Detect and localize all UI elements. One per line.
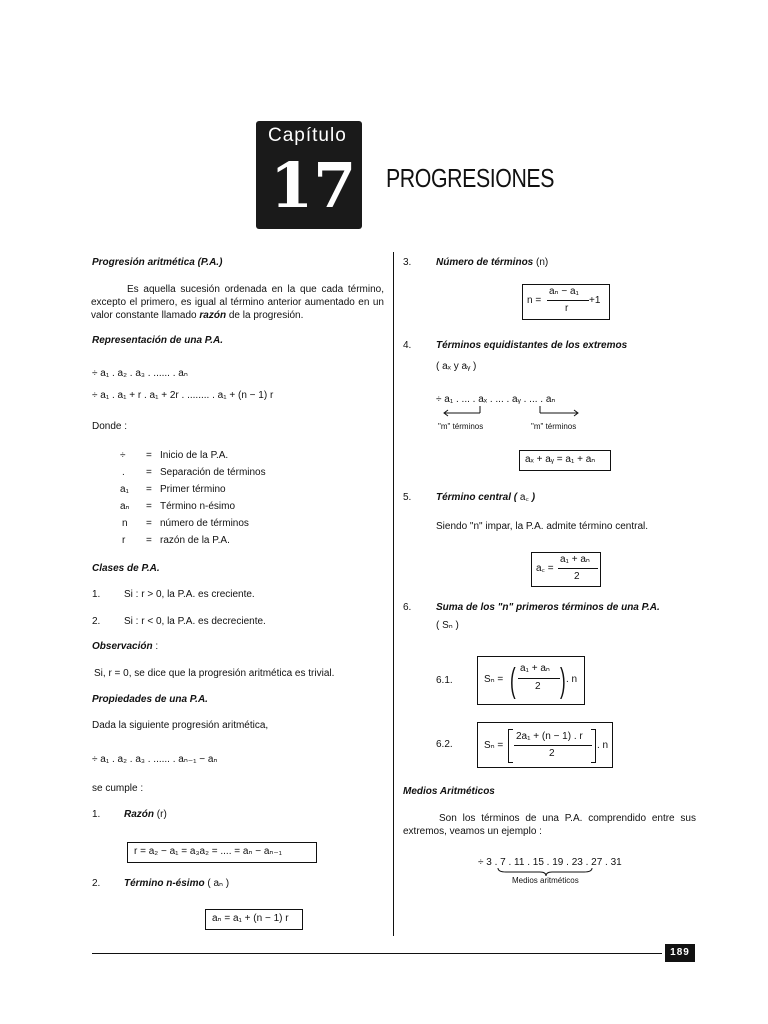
prop-5-symbol: a꜀ [519, 492, 529, 503]
prop-5-close: ) [531, 492, 536, 503]
left-bracket-icon [508, 729, 513, 763]
sum-6-2-denominator: 2 [549, 748, 555, 759]
sum-6-2-formula-box [477, 722, 613, 768]
legend-desc: razón de la P.A. [160, 535, 230, 546]
legend-desc: Inicio de la P.A. [160, 450, 229, 461]
central-term-numerator: a₁ + aₙ [560, 554, 590, 565]
donde-label: Donde : [92, 421, 128, 432]
chapter-word: Capítulo [268, 125, 347, 146]
legend-symbol: . [122, 467, 125, 478]
prop-3-number: 3. [403, 257, 412, 268]
fraction-bar [514, 745, 592, 746]
legend-equals: = [146, 535, 152, 546]
legend-desc: Separación de términos [160, 467, 266, 478]
sum-6-2-lhs: Sₙ = [484, 740, 504, 751]
legend-equals: = [146, 518, 152, 529]
central-term-denominator: 2 [574, 571, 580, 582]
sum-6-1-number: 6.1. [436, 675, 453, 686]
sum-6-2-numerator: 2a₁ + (n − 1) . r [516, 731, 583, 742]
observacion-text: Si, r = 0, se dice que la progresión aritmética es trivial. [94, 668, 335, 679]
prop-3-symbol: (n) [536, 257, 549, 268]
prop-1-number: 1. [92, 809, 101, 820]
right-paren-icon: ) [560, 662, 566, 700]
equidistant-formula-box [519, 450, 611, 471]
legend-symbol: ÷ [120, 450, 126, 461]
heading-medios: Medios Aritméticos [403, 786, 495, 797]
legend-symbol: a₁ [120, 484, 129, 495]
sum-6-2-rhs: . n [597, 740, 609, 751]
prop-3-title [436, 257, 548, 269]
definition-text: Es aquella sucesión ordenada en la que cada término, excepto el primero, es igual al término anterior aumentado en un valor constante llamado [91, 284, 384, 321]
footer-rule [92, 953, 662, 954]
razon-formula: r = a₂ − a₁ = a₃a₂ = .... = aₙ − aₙ₋₁ [134, 846, 283, 857]
nesimo-formula: aₙ = a₁ + (n − 1) r [212, 913, 289, 924]
observacion-colon: : [155, 641, 159, 652]
heading-observacion: Observación [92, 641, 153, 652]
representation-seq-1: ÷ a₁ . a₂ . a₃ . ...... . aₙ [92, 368, 188, 379]
left-paren-icon: ( [510, 662, 516, 700]
num-terminos-lhs: n = [527, 295, 542, 306]
prop-5-number: 5. [403, 492, 412, 503]
sum-6-2-number: 6.2. [436, 739, 453, 750]
prop-2-label: Término n-ésimo [124, 878, 205, 889]
razon-formula-box [127, 842, 317, 863]
medios-label: Medios aritméticos [512, 876, 579, 885]
column-divider [393, 252, 394, 936]
se-cumple-label: se cumple : [92, 783, 144, 794]
legend-symbol: n [122, 518, 128, 529]
legend-desc: Primer término [160, 484, 226, 495]
prop-6-label: Suma de los "n" primeros términos de una P.A. [436, 602, 660, 613]
prop-1-label: Razón [124, 809, 154, 820]
medios-text: Son los términos de una P.A. comprendido entre sus extremos, veamos un ejemplo : [403, 813, 696, 837]
clase-1-number: 1. [92, 589, 101, 600]
equidistant-sequence: ÷ a₁ . ... . aₓ . ... . aᵧ . ... . aₙ [436, 394, 556, 405]
fraction-bar [547, 300, 589, 301]
clase-2-number: 2. [92, 616, 101, 627]
legend-desc: número de términos [160, 518, 249, 529]
medios-sequence: ÷ 3 . 7 . 11 . 15 . 19 . 23 . 27 . 31 [478, 857, 622, 868]
prop-4-symbols: ( aₓ y aᵧ ) [436, 361, 477, 372]
prop-3-label: Número de términos [436, 257, 534, 268]
clase-2-text: Si : r < 0, la P.A. es decreciente. [124, 616, 266, 627]
sum-6-1-numerator: a₁ + aₙ [520, 663, 550, 674]
definition-paragraph [91, 283, 384, 322]
chapter-title: PROGRESIONES [386, 163, 555, 193]
observacion-line [92, 641, 158, 653]
sum-6-1-lhs: Sₙ = [484, 674, 504, 685]
num-terminos-denominator: r [565, 303, 569, 314]
sum-6-1-denominator: 2 [535, 681, 541, 692]
legend-desc: Término n-ésimo [160, 501, 236, 512]
definition-end: de la progresión. [228, 310, 304, 321]
prop-1-title [124, 809, 167, 821]
central-term-text: Siendo "n" impar, la P.A. admite término central. [436, 521, 649, 532]
representation-seq-2: ÷ a₁ . a₁ + r . a₁ + 2r . ........ . a₁ + (n − 1) r [92, 390, 274, 401]
num-terminos-rhs: +1 [589, 295, 601, 306]
fraction-bar [518, 678, 560, 679]
legend-equals: = [146, 484, 152, 495]
prop-4-label: Términos equidistantes de los extremos [436, 340, 628, 351]
prop-2-title [124, 878, 229, 890]
page-number: 189 [665, 944, 695, 962]
legend-equals: = [146, 501, 152, 512]
m-terminos-right: "m" términos [531, 422, 577, 431]
prop-2-symbol: ( aₙ ) [207, 878, 230, 889]
prop-6-symbol: ( Sₙ ) [436, 620, 459, 631]
prop-4-number: 4. [403, 340, 412, 351]
equidistant-formula: aₓ + aᵧ = a₁ + aₙ [525, 454, 596, 465]
central-term-formula-box [531, 552, 601, 587]
chapter-number: 17 [270, 149, 357, 222]
prop-5-label: Término central ( [436, 492, 518, 503]
heading-pa: Progresión aritmética (P.A.) [92, 257, 223, 268]
propiedades-intro: Dada la siguiente progresión aritmética, [92, 720, 269, 731]
legend-equals: = [146, 467, 152, 478]
prop-1-symbol: (r) [156, 809, 167, 820]
legend-symbol: r [122, 535, 126, 546]
central-term-lhs: a꜀ = [536, 563, 554, 574]
sum-6-1-rhs: . n [566, 674, 578, 685]
equidistant-brackets [440, 404, 590, 418]
num-terminos-formula-box [522, 284, 610, 320]
heading-representation: Representación de una P.A. [92, 335, 223, 346]
m-terminos-left: "m" términos [438, 422, 484, 431]
legend-equals: = [146, 450, 152, 461]
legend-symbol: aₙ [120, 501, 130, 512]
nesimo-formula-box [205, 909, 303, 930]
num-terminos-numerator: aₙ − a₁ [549, 286, 579, 297]
prop-6-number: 6. [403, 602, 412, 613]
sum-6-1-formula-box [477, 656, 585, 705]
fraction-bar [558, 568, 598, 569]
prop-5-title [436, 492, 535, 504]
chapter-badge [256, 121, 362, 229]
right-bracket-icon [591, 729, 596, 763]
prop-2-number: 2. [92, 878, 101, 889]
definition-keyword: razón [199, 310, 227, 321]
propiedades-sequence: ÷ a₁ . a₂ . a₃ . ...... . aₙ₋₁ − aₙ [92, 754, 218, 765]
clase-1-text: Si : r > 0, la P.A. es creciente. [124, 589, 255, 600]
heading-clases: Clases de P.A. [92, 563, 160, 574]
heading-propiedades: Propiedades de una P.A. [92, 694, 208, 705]
